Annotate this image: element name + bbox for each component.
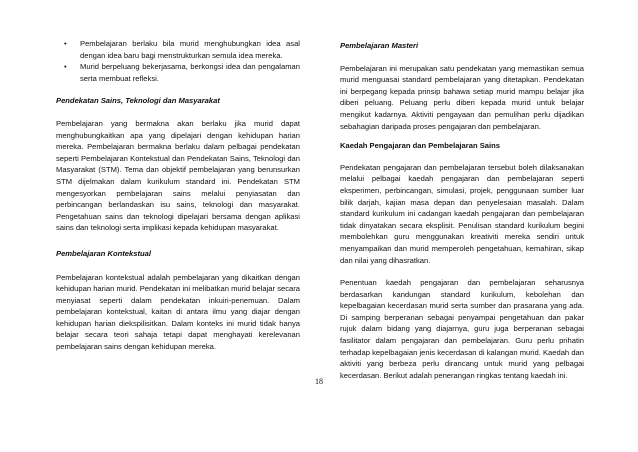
- kaedah-paragraph-1: Pendekatan pengajaran dan pembelajaran tersebut boleh dilaksanakan melalui pelbagai kaedah pengajaran dan pembelajaran seperti eksperimen, perbincangan, simulasi, projek, penggunaan sumber luar bilik darjah, kajian masa depan dan penyelesaian masalah. Dalam standard kurikulum ini cadangan kaedah pengajaran dan pembelajaran tidak dinyatakan secara eksplisit. Penulisan standard kurikulum begini membolehkan guru menggunakan kreativiti mereka sendiri untuk menyampaikan dan murid memperoleh pengetahuan, kemahiran, sikap dan nilai yang dihasratkan.: [340, 162, 584, 265]
- kontekstual-heading: Pembelajaran Kontekstual: [56, 248, 151, 258]
- bullet-icon: •: [64, 39, 67, 48]
- bullet-icon: •: [64, 62, 67, 72]
- kaedah-heading: Kaedah Pengajaran dan Pembelajaran Sains: [340, 141, 500, 151]
- masteri-heading: Pembelajaran Masteri: [340, 41, 419, 50]
- page-number: 18: [315, 377, 323, 386]
- list-item: • Murid berpeluang bekerjasama, berkongsi idea dan pengalaman serta membuat refleksi.: [64, 62, 300, 83]
- kaedah-paragraph-2: Penentuan kaedah pengajaran dan pembelajaran seharusnya berdasarkan kandungan standard kurikulum, kebolehan dan kepelbagaian kecerdasan murid serta sumber dan prasarana yang ada. Di samping berperanan sebagai penyampai pengetahuan dan pakar rujuk dalam bidang yang diajarnya, guru juga berperanan sebagai fasilitator dalam pengajaran dan pembelajaran. Guru perlu prihatin terhadap kepelbagaian jenis kecerdasan di kalangan murid. Kaedah dan aktiviti yang berbeza perlu dirancang untuk murid yang pelbagai kecerdasan. Berikut adalah penerangan ringkas tentang kaedah ini.: [340, 278, 584, 380]
- sts-heading: Pendekatan Sains, Teknologi dan Masyarakat: [56, 96, 220, 106]
- sts-paragraph: Pembelajaran yang bermakna akan berlaku jika murid dapat menghubungkaitkan apa yang dipelajari dengan kehidupan harian mereka. Pembelajaran bermakna berlaku dalam pelbagai pendekatan seperti Pembelajaran Kontekstual dan Pendekatan Sains, Teknologi dan Masyarakat (STM). Tema dan objektif pembelajaran yang berunsurkan STM dijelmakan dalam kurikulum standard ini. Pendekatan STM mengesyorkan pembelajaran sains melalui penyiasatan dan perbincangan berlandaskan isu sains, teknologi dan masyarakat. Pengetahuan sains dan teknologi dipelajari bersama dengan aplikasi sains dan teknologi serta implikasi kepada kehidupan masyarakat.: [56, 118, 300, 233]
- right-column: [340, 0, 584, 381]
- masteri-paragraph: Pembelajaran ini merupakan satu pendekatan yang memastikan semua murid menguasai standard pembelajaran yang ditetapkan. Pendekatan ini berpegang kepada prinsip bahawa setiap murid mampu belajar jika diberi peluang. Peluang perlu diberi kepada murid untuk belajar mengikut kadarnya. Aktiviti pengayaan dan pemulihan perlu dijadikan sebahagian daripada proses pengajaran dan pembelajaran.: [340, 63, 584, 131]
- list-item: • Pembelajaran berlaku bila murid menghubungkan idea asal dengan idea baru bagi menstrukturkan semula idea mereka.: [64, 39, 300, 60]
- left-column: [56, 0, 300, 353]
- bullet-list: [56, 38, 300, 84]
- kontekstual-paragraph: Pembelajaran kontekstual adalah pembelajaran yang dikaitkan dengan kehidupan harian murid. Pendekatan ini melibatkan murid belajar secara menyiasat seperti dalam pendekatan inkuiri-penemuan. Dalam pembelajaran kontekstual, kaitan di antara ilmu yang diajar dengan kehidupan harian diekspilisitkan. Dalam konteks ini murid tidak hanya belajar secara teori sahaja tetapi dapat menghayati kerelevanan pembelajaran sains dengan kehidupan mereka.: [56, 272, 300, 352]
